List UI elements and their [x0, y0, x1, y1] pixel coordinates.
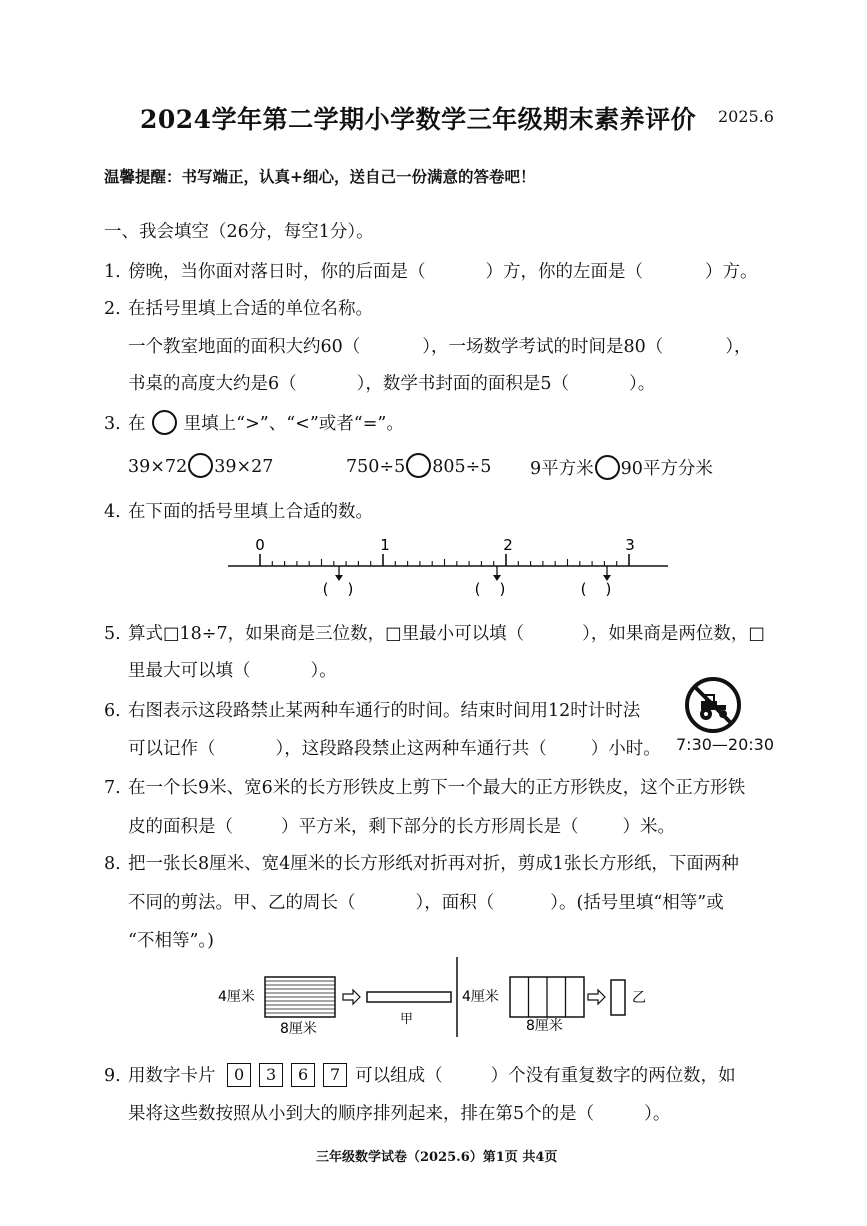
compare-3: 9平方米 90平方分米: [530, 455, 713, 482]
question-1: 1. 傍晚，当你面对落日时，你的后面是（ ）方，你的左面是（ ）方。: [104, 262, 758, 282]
section-heading: 一、我会填空（26分，每空1分）。: [104, 222, 374, 242]
compare-circle-input[interactable]: [406, 453, 431, 478]
question-7: 7. 在一个长9米、宽6米的长方形铁皮上剪下一个最大的正方形铁皮，这个正方形铁: [104, 778, 746, 798]
digit-card: 3: [259, 1063, 283, 1087]
label-yi: 乙: [632, 990, 646, 1006]
question-3: 3. 在 里填上“>”、“<”或者“=”。: [104, 410, 404, 437]
question-number: 6.: [104, 701, 121, 721]
question-number: 1.: [104, 262, 121, 282]
question-9-line-2: 果将这些数按照从小到大的顺序排列起来，排在第5个的是（ ）。: [128, 1104, 671, 1124]
compare-1: 39×72 39×27: [128, 455, 273, 480]
question-5-line-2: 里最大可以填（ ）。: [128, 661, 337, 681]
question-number: 5.: [104, 624, 121, 644]
answer-blank[interactable]: ( ): [580, 580, 612, 598]
number-line-label-2: 2: [503, 536, 513, 554]
arrow-icon: [343, 990, 360, 1004]
length-label: 8厘米: [526, 1018, 563, 1034]
number-line-label-1: 1: [380, 536, 390, 554]
paper-cut-figure: [210, 955, 680, 1040]
width-label: 4厘米: [462, 989, 499, 1005]
question-8: 8. 把一张长8厘米、宽4厘米的长方形纸对折再对折，剪成1张长方形纸，下面两种: [104, 854, 739, 874]
number-line-label-0: 0: [255, 536, 265, 554]
cut-strip-yi: [611, 980, 625, 1015]
answer-blank[interactable]: ( ): [322, 580, 354, 598]
question-2-line-2: 书桌的高度大约是6（ ），数学书封面的面积是5（ ）。: [128, 374, 656, 394]
page-title: 2024学年第二学期小学数学三年级期末素养评价: [140, 105, 697, 134]
digit-card: 6: [291, 1063, 315, 1087]
compare-circle-input[interactable]: [188, 453, 213, 478]
question-number: 8.: [104, 854, 121, 874]
question-6-line-2: 可以记作（ ），这段路段禁止这两种车通行共（ ）小时。: [128, 739, 661, 759]
compare-circle-icon: [152, 410, 177, 435]
compare-2: 750÷5 805÷5: [346, 455, 491, 480]
cut-strip-jia: [367, 992, 451, 1002]
question-6: 6. 右图表示这段路禁止某两种车通行的时间。结束时间用12时计时法: [104, 701, 641, 721]
answer-blank[interactable]: ( ): [474, 580, 506, 598]
no-tractor-sign-icon: [684, 676, 742, 734]
arrow-icon: [588, 990, 605, 1004]
number-line-label-3: 3: [625, 536, 635, 554]
question-number: 7.: [104, 778, 121, 798]
question-number: 3.: [104, 414, 121, 434]
digit-card: 7: [323, 1063, 347, 1087]
question-8-line-3: “不相等”。): [128, 931, 214, 951]
question-9: 9. 用数字卡片 0 3 6 7 可以组成（ ）个没有重复数字的两位数，如: [104, 1064, 736, 1086]
question-5: 5. 算式□18÷7，如果商是三位数，□里最小可以填（ ），如果商是两位数，□: [104, 624, 765, 644]
question-2-line-1: 一个教室地面的面积大约60（ ），一场数学考试的时间是80（ ），: [128, 337, 752, 357]
question-2: 2. 在括号里填上合适的单位名称。: [104, 299, 373, 319]
question-number: 4.: [104, 502, 121, 522]
label-jia: 甲: [400, 1012, 414, 1027]
length-label: 8厘米: [280, 1021, 317, 1037]
number-line: [220, 530, 680, 605]
question-8-line-2: 不同的剪法。甲、乙的周长（ ），面积（ ）。(括号里填“相等”或: [128, 893, 724, 913]
width-label: 4厘米: [218, 989, 255, 1005]
reminder-text: 温馨提醒：书写端正，认真+细心，送自己一份满意的答卷吧！: [104, 167, 536, 186]
question-number: 2.: [104, 299, 121, 319]
page-footer: 三年级数学试卷（2025.6）第1页 共4页: [316, 1150, 558, 1165]
question-number: 9.: [104, 1066, 121, 1086]
prohibition-time: 7:30—20:30: [676, 735, 775, 754]
digit-card: 0: [227, 1063, 251, 1087]
compare-circle-input[interactable]: [595, 455, 620, 480]
exam-date: 2025.6: [718, 107, 774, 126]
question-7-line-2: 皮的面积是（ ）平方米，剩下部分的长方形周长是（ ）米。: [128, 817, 675, 837]
question-4: 4. 在下面的括号里填上合适的数。: [104, 502, 373, 522]
